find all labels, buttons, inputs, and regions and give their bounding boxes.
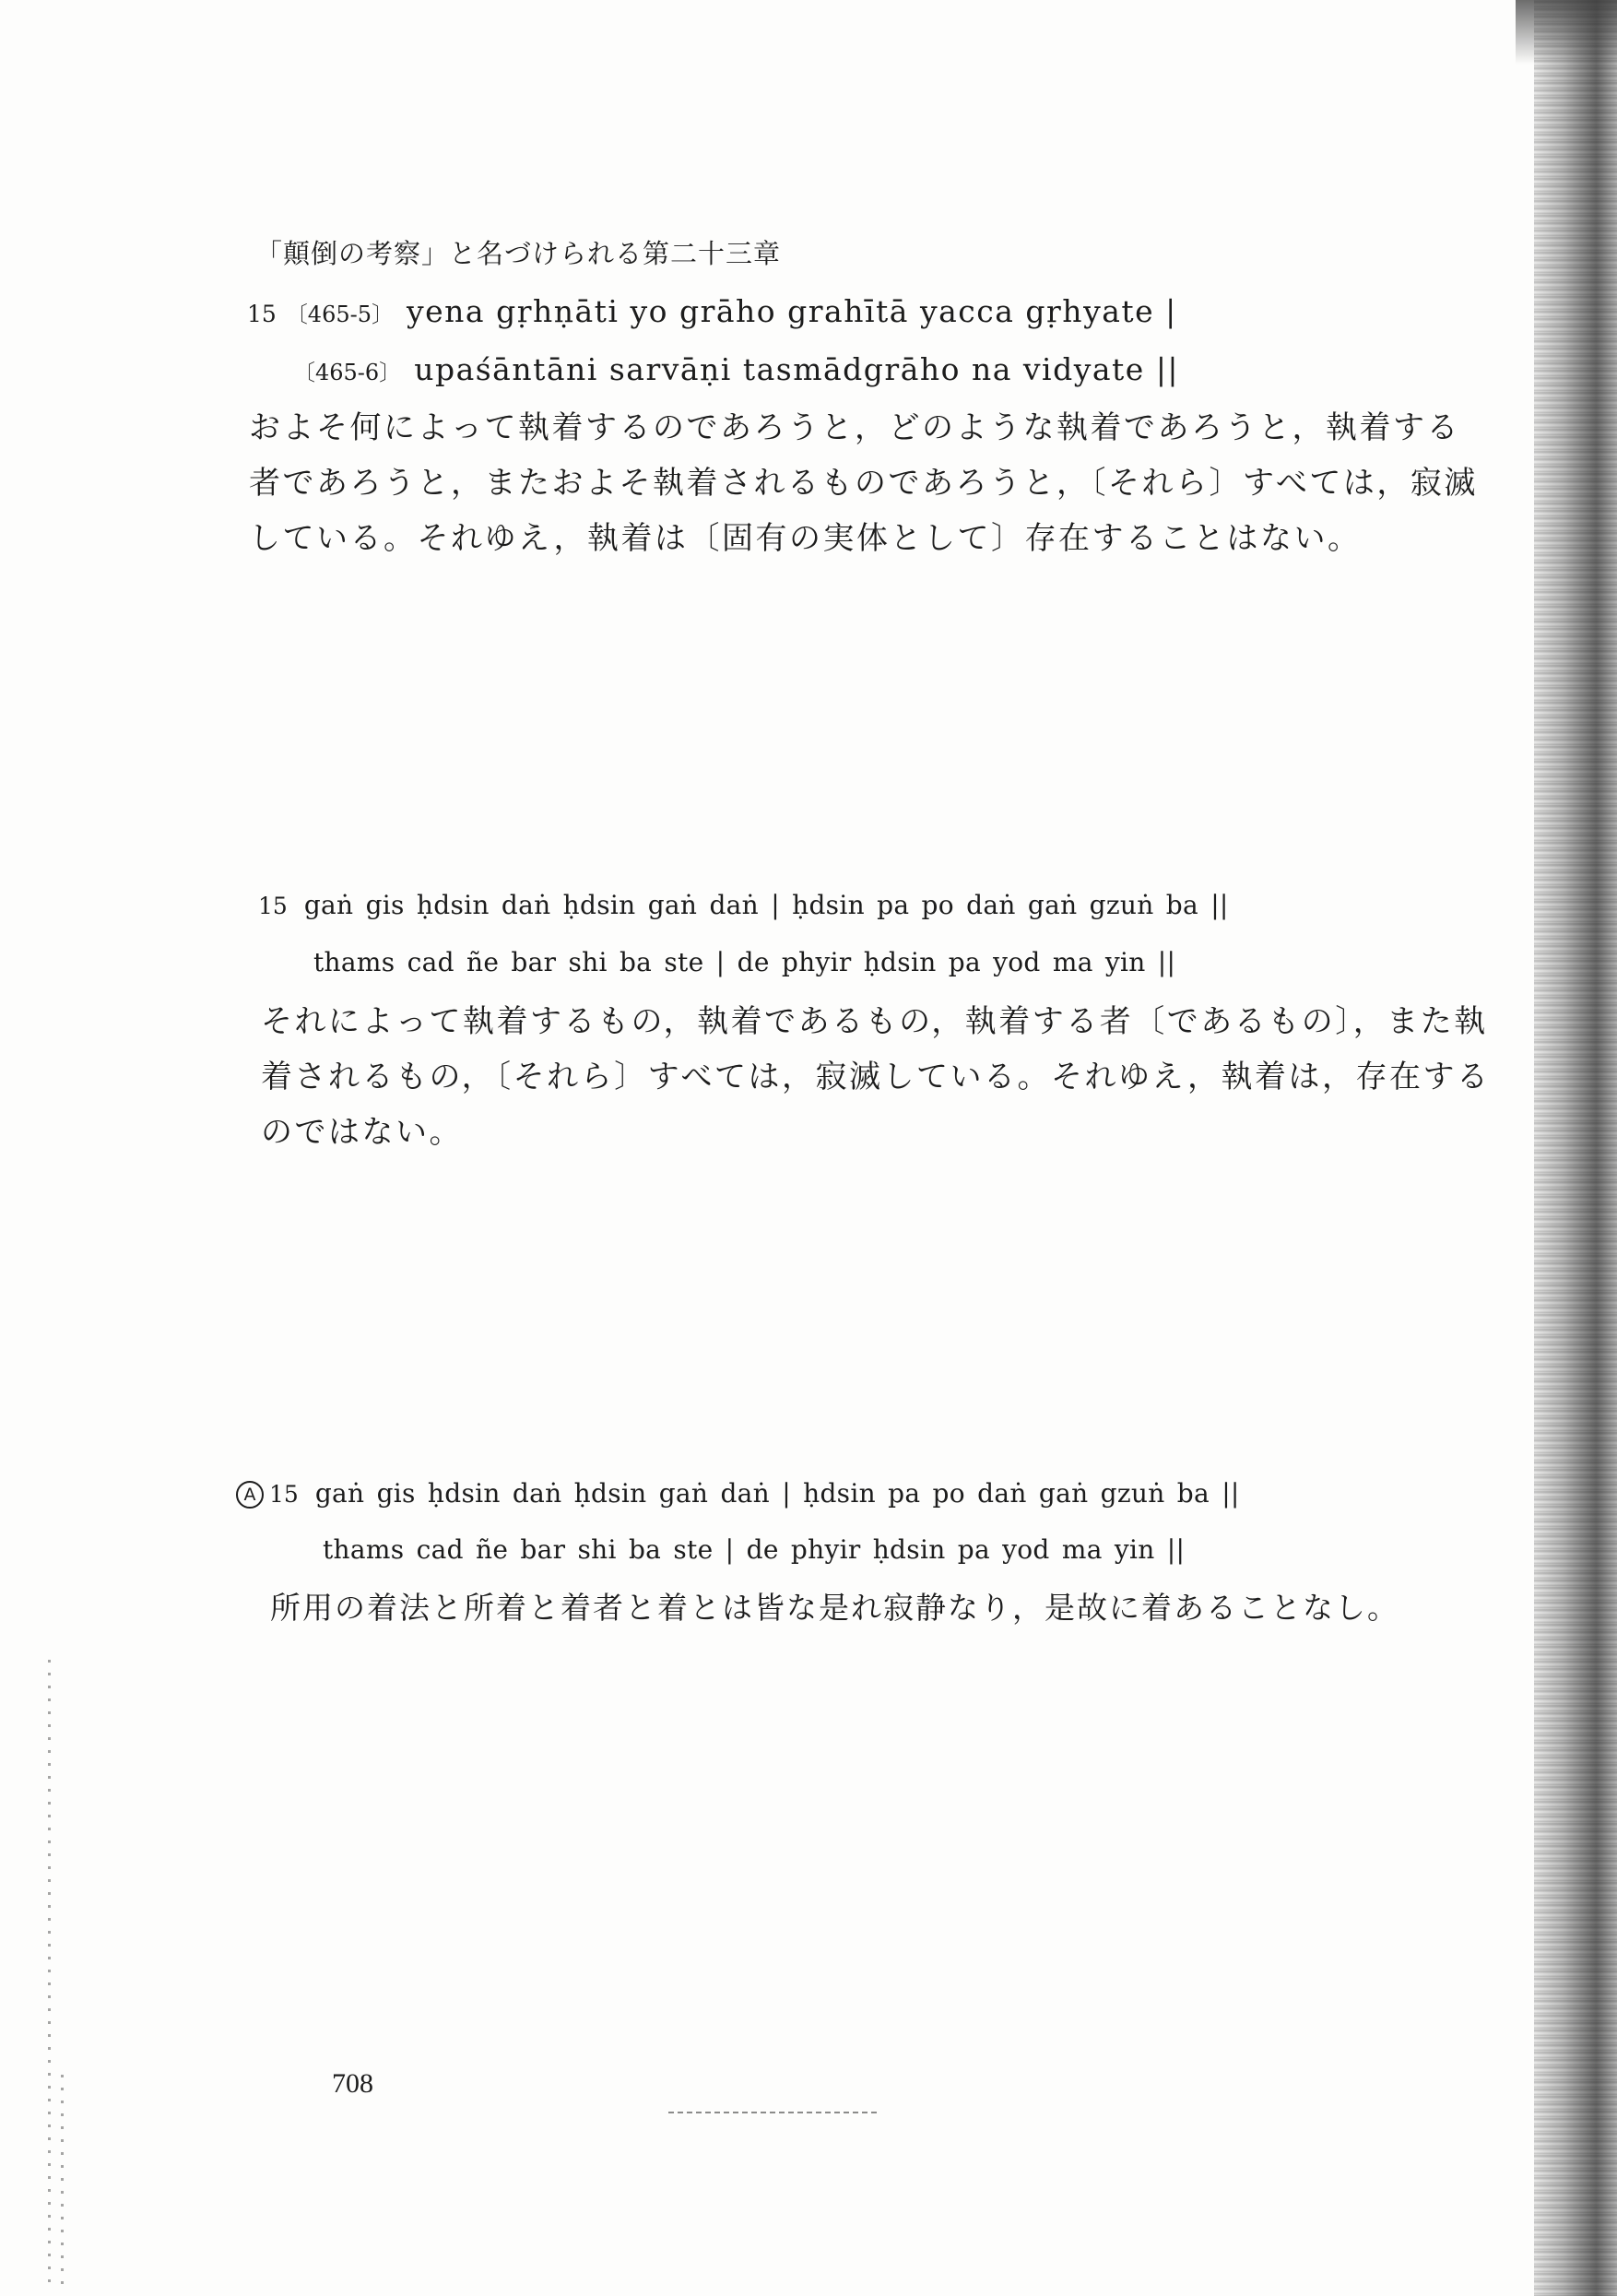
sanskrit-text: yena gṛhṇāti yo grāho grahītā yacca gṛhyate |: [407, 293, 1177, 329]
tibetan-text: thams cad ñe bar shi ba ste | de phyir ḥdsin pa yod ma yin ||: [323, 1534, 1186, 1565]
tibetan-translation: [261, 996, 1491, 1158]
sanskrit-text: upaśāntāni sarvāṇi tasmādgrāho na vidyate ||: [414, 351, 1180, 387]
verse-reference: 〔465-6〕: [293, 360, 402, 385]
scan-specks: [668, 2112, 880, 2113]
left-edge-trace-2: [61, 2075, 64, 2287]
translation-line: 着されるもの，〔それら〕すべては，寂滅している。それゆえ，執着は，存在する: [261, 1059, 1491, 1095]
verse-number: 15: [258, 893, 288, 919]
binding-shadow-top: [1516, 0, 1617, 65]
verse-number: 15: [247, 301, 277, 327]
translation-line: のではない。: [261, 1114, 463, 1151]
translation-line: している。それゆえ，執着は〔固有の実体として〕存在することはない。: [249, 520, 1362, 557]
chapter-title: 「顛倒の考察」と名づけられる第二十三章: [255, 238, 782, 269]
tibetan-text: gaṅ gis ḥdsin daṅ ḥdsin gaṅ daṅ | ḥdsin pa po daṅ gaṅ gzuṅ ba ||: [314, 1478, 1240, 1509]
left-edge-trace: [48, 1660, 51, 2287]
tibetan-text: gaṅ gis ḥdsin daṅ ḥdsin gaṅ daṅ | ḥdsin pa po daṅ gaṅ gzuṅ ba ||: [303, 890, 1229, 920]
chinese-reading: [270, 1582, 1399, 1634]
akutobhaya-line-1: [236, 1478, 1240, 1509]
page-number: 708: [332, 2068, 373, 2099]
translation-line: それによって執着するもの，執着であるもの，執着する者〔であるもの〕，また執: [261, 1003, 1488, 1040]
translation-line: およそ何によって執着するのであろうと，どのような執着であろうと，執着する: [249, 409, 1460, 446]
tibetan-text: thams cad ñe bar shi ba ste | de phyir ḥdsin pa yod ma yin ||: [313, 947, 1176, 977]
binding-shadow: [1534, 0, 1617, 2296]
tibetan-line-1: [258, 890, 1229, 920]
verse-number: 15: [269, 1481, 299, 1508]
sanskrit-line-2: [293, 351, 1179, 387]
sanskrit-translation: [249, 402, 1478, 564]
tibetan-line-2: [313, 947, 1175, 977]
circled-a-marker: A: [236, 1481, 264, 1509]
sanskrit-line-1: [247, 293, 1177, 329]
translation-line: 所用の着法と所着と着者と着とは皆な是れ寂静なり，是故に着あることなし。: [270, 1590, 1399, 1626]
translation-line: 者であろうと，またおよそ執着されるものであろうと，〔それら〕すべては，寂滅: [249, 465, 1478, 502]
verse-reference: 〔465-5〕: [285, 302, 394, 327]
akutobhaya-line-2: [323, 1534, 1185, 1565]
